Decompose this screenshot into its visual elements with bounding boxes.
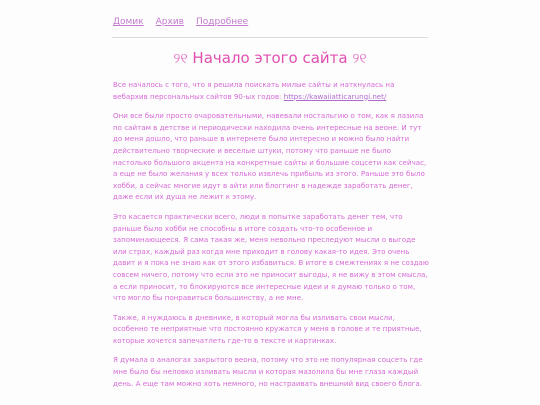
title-right-bow-icon: ୨୧ xyxy=(352,51,367,67)
page-title xyxy=(112,49,428,67)
nav-link-archive[interactable]: Архив xyxy=(155,17,184,27)
paragraph-1 xyxy=(113,79,429,102)
nav-link-home[interactable]: Домик xyxy=(113,17,144,27)
nav-link-more[interactable]: Подробнее xyxy=(195,17,249,27)
paragraph-1-text: Все началось с того, что я решила поискать милые сайты и наткнулась на вебархив персональных сайтов 90-ых годов: xyxy=(113,80,395,101)
paragraph-2: Они все были просто очаровательными, навевали ностальгию о том, как я лазила по сайтам в детстве и периодически находила очень интересные на веоне. И тут до меня дошло, что раньше в интернете было интересно и можно было найти действительно творческие и веселые штуки, потому что раньше не было настолько большого акцента на конкретные сайты и большие соцсети как сейчас, а еще не было желания у всех только извлечь прибыль из этого. Раньше это было хобби, а сейчас многие идут в айти или блоггинг в надежде заработать денег, даже если их душа не лежит к этому. xyxy=(113,111,427,202)
title-text: Начало этого сайта xyxy=(192,49,348,67)
paragraph-5: Я думала о аналогах закрытого веона, потому что это не популярная соцсеть где мне было бы неловко изливать мысли и которая мазолила бы мне глаза каждый день. А еще там можно хоть немного, но настраивать внешний вид своего блога. xyxy=(113,355,423,388)
title-left-bow-icon: ୨୧ xyxy=(173,51,188,67)
nav-divider xyxy=(112,37,428,38)
top-nav xyxy=(113,17,248,27)
paragraph-3: Это касается практически всего, люди в попытке заработать денег тем, что раньше было хобби не способны в итоге создать что-то особенное и запоминающееся. Я сама такая же, меня невольно преследуют мысли о выгоде или страх, каждый раз когда мне приходит в голову какая-то идея. Это очень давит и я пока не знаю как от этого избавиться. В итоге в смежтениях я не создаю совсем ничего, потому что если это не приносит выгоды, я не вижу в этом смысла, а если приносит, то блокируются все интересные идеи и я думаю только о том, что могло бы понравиться большинству, а не мне. xyxy=(113,211,429,303)
article-body xyxy=(113,79,429,397)
archive-link[interactable]: https://kawaiiatticarungi.net/ xyxy=(283,91,387,101)
paragraph-4: Также, я нуждаюсь в дневнике, в который могла бы изливать свои мысли, особенно те неприятные что постоянно кружатся у меня в голове и те приятные, которые хочется запечатлеть где-то в тексте и картинках. xyxy=(113,312,422,345)
